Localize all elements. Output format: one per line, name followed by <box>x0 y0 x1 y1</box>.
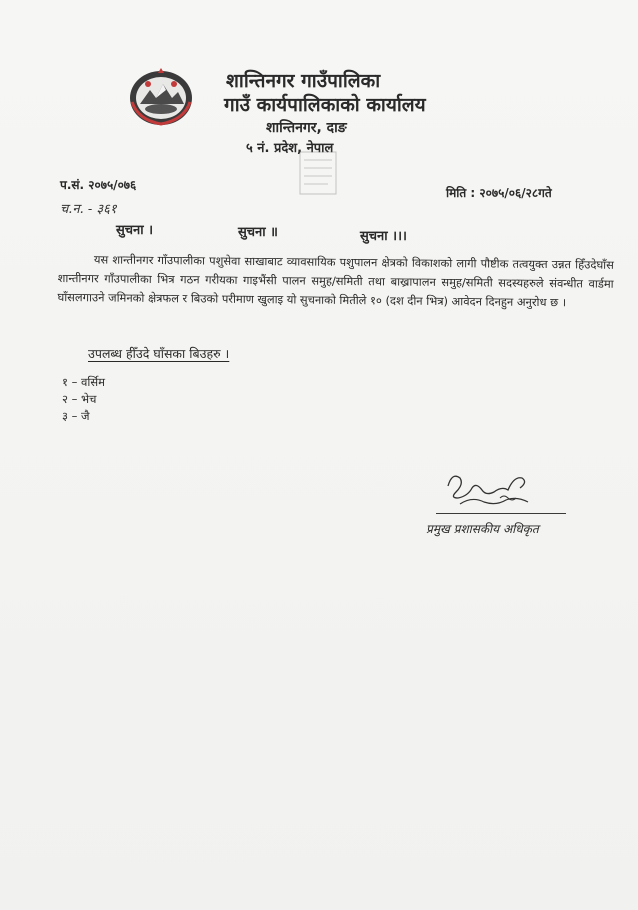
signatory-title: प्रमुख प्रशासकीय अधिकृत <box>426 522 539 536</box>
grass-list-heading: उपलब्ध हीँउदे घाँसका बिउहरु । <box>88 346 230 361</box>
dispatch-number: च.न. - ३६१ <box>60 202 117 217</box>
address-line-2: ५ नं. प्रदेश, नेपाल <box>246 141 334 156</box>
dispatch-stamp-icon <box>298 150 338 196</box>
municipality-name: शान्तिनगर गाउँपालिका <box>226 70 381 92</box>
list-item: १ – वर्सिम <box>62 375 106 389</box>
notice-heading-2: सुचना ॥ <box>238 225 278 240</box>
signature-line <box>436 513 566 514</box>
address-line-1: शान्तिनगर, दाङ <box>266 120 347 136</box>
government-emblem-icon <box>128 68 194 128</box>
document-date: मिति : २०७५/०६/२८गते <box>446 186 552 200</box>
reference-number: प.सं. २०७५/०७६ <box>60 178 137 192</box>
handwritten-signature <box>442 468 538 512</box>
grass-seed-list <box>62 374 105 425</box>
notice-heading-1: सुचना । <box>116 223 154 238</box>
letterhead <box>226 70 486 116</box>
list-item: २ – भेच <box>62 392 97 406</box>
notice-body <box>57 250 614 313</box>
notice-paragraph: यस शान्तीनगर गाँउपालीका पशुसेवा साखाबाट व्यावसायिक पशुपालन क्षेत्रको विकाशको लागी पौष्टीक तत्वयुक्त उन्नत हिँउदेघाँस शान्तीनगर गाँउपालीका भित्र गठन गरीयका गाइभैंसी पालन समुह/समिती तथा बाख्रापालन समुह/समिती सदस्यहरुले संवन्धीत वार्डमा घाँसलगाउने जमिनको क्षेत्रफल र बिउको परीमाण खुलाइ यो सुचनाको मितीले १० (दश दीन भित्र) आवेदन दिनहुन अनुरोध छ । <box>57 252 614 310</box>
notice-heading-3: सुचना ।।। <box>360 229 407 244</box>
office-name: गाउँ कार्यपालिकाको कार्यालय <box>224 94 426 116</box>
list-item: ३ – जै <box>62 409 90 423</box>
